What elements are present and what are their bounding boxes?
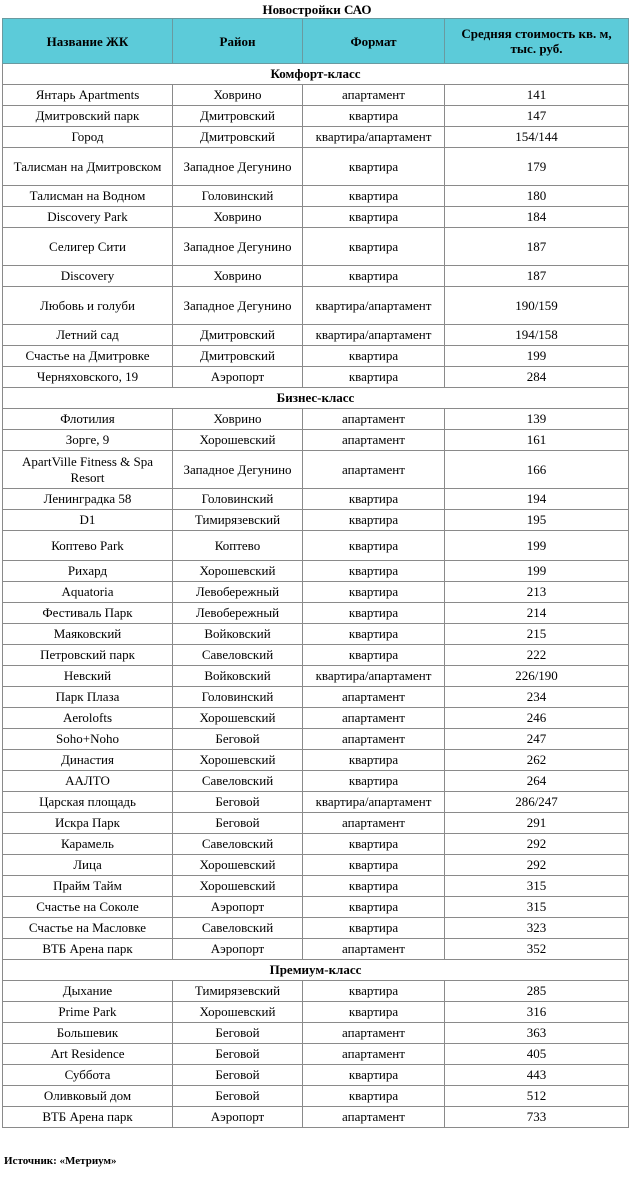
cell-district: Западное Дегунино <box>173 148 303 186</box>
table-row <box>3 489 629 510</box>
cell-price: 214 <box>445 603 629 624</box>
cell-district: Аэропорт <box>173 897 303 918</box>
cell-name: Discovery <box>3 266 173 287</box>
cell-format: апартамент <box>303 451 445 489</box>
table-row <box>3 346 629 367</box>
cell-format: квартира <box>303 346 445 367</box>
cell-district: Ховрино <box>173 85 303 106</box>
cell-format: апартамент <box>303 687 445 708</box>
cell-name: Искра Парк <box>3 813 173 834</box>
cell-name: Невский <box>3 666 173 687</box>
table-row <box>3 687 629 708</box>
cell-name: Зорге, 9 <box>3 430 173 451</box>
cell-price: 316 <box>445 1002 629 1023</box>
cell-format: квартира <box>303 228 445 266</box>
table-row <box>3 127 629 148</box>
cell-district: Коптево <box>173 531 303 561</box>
cell-name: Дыхание <box>3 981 173 1002</box>
cell-price: 184 <box>445 207 629 228</box>
cell-name: Талисман на Дмитровском <box>3 148 173 186</box>
cell-name: Селигер Сити <box>3 228 173 266</box>
header-name: Название ЖК <box>3 19 173 64</box>
cell-price: 213 <box>445 582 629 603</box>
cell-price: 291 <box>445 813 629 834</box>
cell-district: Дмитровский <box>173 127 303 148</box>
cell-district: Аэропорт <box>173 1107 303 1128</box>
cell-format: квартира <box>303 855 445 876</box>
cell-format: апартамент <box>303 708 445 729</box>
cell-price: 264 <box>445 771 629 792</box>
table-row <box>3 792 629 813</box>
cell-price: 733 <box>445 1107 629 1128</box>
table-row <box>3 624 629 645</box>
cell-price: 194 <box>445 489 629 510</box>
cell-name: Прайм Тайм <box>3 876 173 897</box>
cell-name: Счастье на Масловке <box>3 918 173 939</box>
cell-price: 141 <box>445 85 629 106</box>
cell-name: Оливковый дом <box>3 1086 173 1107</box>
cell-district: Ховрино <box>173 207 303 228</box>
cell-name: Aquatoria <box>3 582 173 603</box>
table-row <box>3 1086 629 1107</box>
cell-name: Prime Park <box>3 1002 173 1023</box>
cell-district: Левобережный <box>173 582 303 603</box>
cell-district: Беговой <box>173 813 303 834</box>
cell-price: 323 <box>445 918 629 939</box>
cell-price: 363 <box>445 1023 629 1044</box>
cell-name: Янтарь Apartments <box>3 85 173 106</box>
table-row <box>3 266 629 287</box>
table-row <box>3 939 629 960</box>
cell-price: 195 <box>445 510 629 531</box>
table-row <box>3 729 629 750</box>
table-row <box>3 148 629 186</box>
cell-name: Счастье на Соколе <box>3 897 173 918</box>
cell-district: Хорошевский <box>173 855 303 876</box>
table-row <box>3 582 629 603</box>
cell-name: Коптево Park <box>3 531 173 561</box>
table-row <box>3 981 629 1002</box>
cell-format: квартира/апартамент <box>303 287 445 325</box>
cell-format: квартира <box>303 876 445 897</box>
cell-format: квартира <box>303 510 445 531</box>
cell-district: Савеловский <box>173 834 303 855</box>
cell-name: Летний сад <box>3 325 173 346</box>
cell-district: Ховрино <box>173 409 303 430</box>
cell-price: 443 <box>445 1065 629 1086</box>
table-row <box>3 666 629 687</box>
cell-district: Войковский <box>173 666 303 687</box>
cell-name: Рихард <box>3 561 173 582</box>
cell-name: Любовь и голуби <box>3 287 173 325</box>
cell-format: апартамент <box>303 813 445 834</box>
header-format: Формат <box>303 19 445 64</box>
cell-name: Фестиваль Парк <box>3 603 173 624</box>
cell-district: Тимирязевский <box>173 510 303 531</box>
cell-format: апартамент <box>303 729 445 750</box>
table-row <box>3 708 629 729</box>
cell-format: квартира <box>303 1002 445 1023</box>
section-row <box>3 960 629 981</box>
cell-district: Хорошевский <box>173 561 303 582</box>
cell-name: Ленинградка 58 <box>3 489 173 510</box>
header-price: Средняя стоимость кв. м, тыс. руб. <box>445 19 629 64</box>
cell-price: 405 <box>445 1044 629 1065</box>
table-row <box>3 409 629 430</box>
cell-district: Головинский <box>173 489 303 510</box>
cell-price: 286/247 <box>445 792 629 813</box>
cell-format: квартира <box>303 148 445 186</box>
table-row <box>3 186 629 207</box>
table-row <box>3 645 629 666</box>
cell-price: 161 <box>445 430 629 451</box>
cell-name: Aerolofts <box>3 708 173 729</box>
cell-price: 292 <box>445 855 629 876</box>
cell-price: 247 <box>445 729 629 750</box>
cell-name: Карамель <box>3 834 173 855</box>
table-row <box>3 1065 629 1086</box>
table-row <box>3 603 629 624</box>
cell-price: 180 <box>445 186 629 207</box>
cell-format: квартира <box>303 897 445 918</box>
cell-price: 187 <box>445 266 629 287</box>
cell-price: 262 <box>445 750 629 771</box>
cell-format: квартира <box>303 624 445 645</box>
cell-price: 199 <box>445 531 629 561</box>
cell-district: Головинский <box>173 186 303 207</box>
cell-price: 179 <box>445 148 629 186</box>
cell-price: 194/158 <box>445 325 629 346</box>
cell-name: Soho+Noho <box>3 729 173 750</box>
cell-name: Талисман на Водном <box>3 186 173 207</box>
cell-district: Хорошевский <box>173 876 303 897</box>
cell-price: 512 <box>445 1086 629 1107</box>
cell-price: 154/144 <box>445 127 629 148</box>
cell-price: 352 <box>445 939 629 960</box>
cell-district: Тимирязевский <box>173 981 303 1002</box>
cell-format: квартира/апартамент <box>303 792 445 813</box>
table-row <box>3 287 629 325</box>
cell-district: Дмитровский <box>173 325 303 346</box>
section-row <box>3 388 629 409</box>
cell-format: квартира <box>303 918 445 939</box>
cell-district: Хорошевский <box>173 708 303 729</box>
table-body <box>3 64 629 1128</box>
table-row <box>3 207 629 228</box>
section-label: Комфорт-класс <box>3 64 629 85</box>
table-row <box>3 750 629 771</box>
cell-name: Парк Плаза <box>3 687 173 708</box>
cell-format: квартира <box>303 603 445 624</box>
cell-name: Маяковский <box>3 624 173 645</box>
cell-district: Беговой <box>173 792 303 813</box>
cell-district: Савеловский <box>173 645 303 666</box>
cell-format: квартира/апартамент <box>303 666 445 687</box>
cell-price: 315 <box>445 876 629 897</box>
cell-name: ААЛТО <box>3 771 173 792</box>
table-row <box>3 106 629 127</box>
cell-name: Петровский парк <box>3 645 173 666</box>
table-row <box>3 367 629 388</box>
cell-price: 315 <box>445 897 629 918</box>
table-row <box>3 85 629 106</box>
cell-price: 139 <box>445 409 629 430</box>
table-row <box>3 918 629 939</box>
table-row <box>3 561 629 582</box>
cell-price: 199 <box>445 561 629 582</box>
table-row <box>3 834 629 855</box>
table-row <box>3 228 629 266</box>
table-row <box>3 1107 629 1128</box>
cell-format: квартира <box>303 207 445 228</box>
source-note: Источник: «Метриум» <box>4 1155 117 1167</box>
table-row <box>3 325 629 346</box>
cell-price: 166 <box>445 451 629 489</box>
table-row <box>3 1044 629 1065</box>
cell-district: Левобережный <box>173 603 303 624</box>
cell-district: Хорошевский <box>173 750 303 771</box>
table-title: Новостройки САО <box>262 2 372 17</box>
cell-name: Черняховского, 19 <box>3 367 173 388</box>
cell-price: 190/159 <box>445 287 629 325</box>
cell-name: ВТБ Арена парк <box>3 939 173 960</box>
cell-district: Головинский <box>173 687 303 708</box>
table-row <box>3 771 629 792</box>
cell-district: Западное Дегунино <box>173 287 303 325</box>
cell-name: Династия <box>3 750 173 771</box>
cell-format: квартира <box>303 489 445 510</box>
cell-format: апартамент <box>303 85 445 106</box>
cell-district: Хорошевский <box>173 430 303 451</box>
cell-name: Лица <box>3 855 173 876</box>
table-row <box>3 897 629 918</box>
cell-format: апартамент <box>303 939 445 960</box>
cell-price: 187 <box>445 228 629 266</box>
cell-name: Art Residence <box>3 1044 173 1065</box>
cell-price: 246 <box>445 708 629 729</box>
cell-format: квартира <box>303 1065 445 1086</box>
cell-format: апартамент <box>303 1107 445 1128</box>
cell-name: D1 <box>3 510 173 531</box>
cell-format: квартира <box>303 106 445 127</box>
cell-name: ApartVille Fitness & Spa Resort <box>3 451 173 489</box>
cell-name: Город <box>3 127 173 148</box>
cell-name: Большевик <box>3 1023 173 1044</box>
cell-format: квартира <box>303 771 445 792</box>
table-row <box>3 531 629 561</box>
table-row <box>3 1023 629 1044</box>
table-row <box>3 430 629 451</box>
cell-district: Беговой <box>173 1065 303 1086</box>
cell-price: 222 <box>445 645 629 666</box>
section-row <box>3 64 629 85</box>
cell-format: апартамент <box>303 430 445 451</box>
cell-format: апартамент <box>303 1023 445 1044</box>
cell-format: квартира <box>303 834 445 855</box>
table-row <box>3 855 629 876</box>
cell-district: Беговой <box>173 729 303 750</box>
cell-format: квартира <box>303 531 445 561</box>
cell-district: Аэропорт <box>173 367 303 388</box>
section-label: Бизнес-класс <box>3 388 629 409</box>
cell-name: Суббота <box>3 1065 173 1086</box>
cell-format: квартира <box>303 561 445 582</box>
cell-format: квартира <box>303 750 445 771</box>
cell-district: Аэропорт <box>173 939 303 960</box>
header-row <box>3 19 629 64</box>
cell-district: Западное Дегунино <box>173 451 303 489</box>
cell-name: Флотилия <box>3 409 173 430</box>
cell-district: Войковский <box>173 624 303 645</box>
cell-format: квартира <box>303 266 445 287</box>
cell-district: Беговой <box>173 1044 303 1065</box>
cell-format: квартира <box>303 981 445 1002</box>
table-row <box>3 451 629 489</box>
cell-price: 147 <box>445 106 629 127</box>
cell-district: Хорошевский <box>173 1002 303 1023</box>
cell-district: Савеловский <box>173 918 303 939</box>
cell-price: 199 <box>445 346 629 367</box>
cell-district: Ховрино <box>173 266 303 287</box>
table-row <box>3 813 629 834</box>
cell-format: апартамент <box>303 1044 445 1065</box>
cell-name: ВТБ Арена парк <box>3 1107 173 1128</box>
cell-format: квартира <box>303 186 445 207</box>
header-district: Район <box>173 19 303 64</box>
cell-name: Discovery Park <box>3 207 173 228</box>
cell-format: квартира <box>303 645 445 666</box>
cell-district: Савеловский <box>173 771 303 792</box>
cell-price: 292 <box>445 834 629 855</box>
cell-format: апартамент <box>303 409 445 430</box>
cell-district: Западное Дегунино <box>173 228 303 266</box>
section-label: Премиум-класс <box>3 960 629 981</box>
cell-price: 234 <box>445 687 629 708</box>
table-row <box>3 510 629 531</box>
cell-district: Беговой <box>173 1023 303 1044</box>
cell-district: Беговой <box>173 1086 303 1107</box>
cell-price: 215 <box>445 624 629 645</box>
cell-name: Царская площадь <box>3 792 173 813</box>
table-row <box>3 1002 629 1023</box>
cell-district: Дмитровский <box>173 106 303 127</box>
cell-price: 226/190 <box>445 666 629 687</box>
price-table <box>2 18 629 1128</box>
cell-format: квартира/апартамент <box>303 127 445 148</box>
cell-format: квартира <box>303 582 445 603</box>
cell-price: 285 <box>445 981 629 1002</box>
cell-name: Счастье на Дмитровке <box>3 346 173 367</box>
cell-price: 284 <box>445 367 629 388</box>
cell-format: квартира/апартамент <box>303 325 445 346</box>
cell-district: Дмитровский <box>173 346 303 367</box>
cell-format: квартира <box>303 1086 445 1107</box>
cell-name: Дмитровский парк <box>3 106 173 127</box>
cell-format: квартира <box>303 367 445 388</box>
table-row <box>3 876 629 897</box>
